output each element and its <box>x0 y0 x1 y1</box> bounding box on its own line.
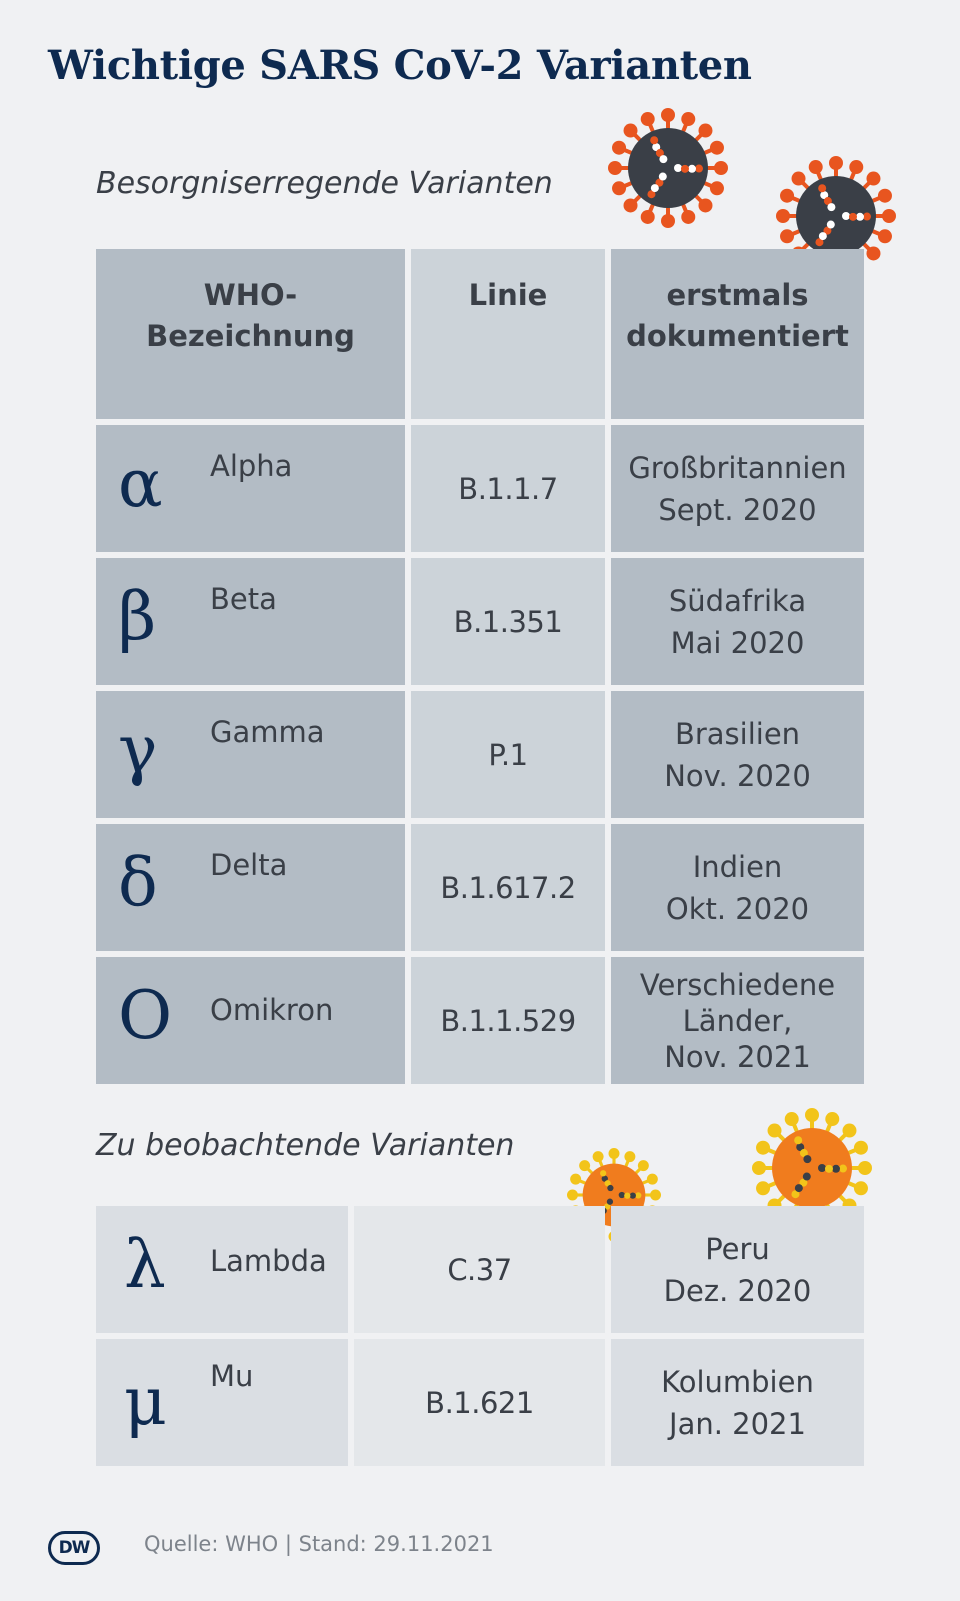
lineage-value: B.1.1.7 <box>458 471 558 506</box>
variant-name: Beta <box>210 582 277 616</box>
header-lineage <box>411 249 605 419</box>
lineage-value: B.1.621 <box>425 1385 534 1420</box>
header-first-documented <box>611 249 864 419</box>
header-who-label: WHO- Bezeichnung <box>146 278 355 353</box>
lineage-cell <box>411 957 605 1084</box>
lineage-cell <box>354 1339 605 1466</box>
variant-name: Gamma <box>210 715 325 749</box>
first-documented-cell <box>611 558 864 685</box>
variant-designation-cell <box>96 957 405 1084</box>
source-footer: Quelle: WHO | Stand: 29.11.2021 <box>144 1532 494 1556</box>
variant-designation-cell <box>96 1339 348 1466</box>
first-date: Nov. 2020 <box>664 758 811 793</box>
greek-letter: γ <box>118 711 158 788</box>
first-documented-cell <box>611 691 864 818</box>
lineage-value: P.1 <box>488 737 528 772</box>
variant-name: Lambda <box>210 1244 327 1278</box>
variant-name: Omikron <box>210 993 334 1027</box>
greek-letter: λ <box>124 1226 166 1303</box>
greek-letter: μ <box>124 1363 167 1440</box>
greek-letter: α <box>118 445 163 522</box>
variant-designation-cell <box>96 1206 348 1333</box>
section-title-interest: Zu beobachtende Varianten <box>96 1128 515 1163</box>
first-documented-cell <box>611 957 864 1084</box>
first-date: Okt. 2020 <box>665 891 810 926</box>
lineage-cell <box>411 425 605 552</box>
first-documented-cell <box>611 824 864 951</box>
lineage-cell <box>411 691 605 818</box>
variant-name: Delta <box>210 848 288 882</box>
first-place: Indien <box>692 849 783 884</box>
lineage-value: C.37 <box>447 1252 512 1287</box>
coronavirus-icon-dark <box>608 108 728 228</box>
variant-name: Mu <box>210 1359 254 1393</box>
greek-letter: δ <box>118 844 158 921</box>
first-date: Nov. 2021 <box>664 1039 811 1074</box>
first-place: Kolumbien <box>661 1364 814 1399</box>
first-date: Jan. 2021 <box>669 1406 806 1441</box>
variant-designation-cell <box>96 425 405 552</box>
greek-letter: O <box>118 977 173 1054</box>
first-documented-cell <box>611 425 864 552</box>
lineage-value: B.1.617.2 <box>440 870 576 905</box>
variant-designation-cell <box>96 558 405 685</box>
lineage-value: B.1.351 <box>453 604 563 639</box>
variant-designation-cell <box>96 691 405 818</box>
page-title: Wichtige SARS CoV-2 Varianten <box>48 42 752 89</box>
lineage-cell <box>354 1206 605 1333</box>
variant-name: Alpha <box>210 449 293 483</box>
lineage-cell <box>411 558 605 685</box>
first-date: Mai 2020 <box>670 625 805 660</box>
section-title-concern: Besorgniserregende Varianten <box>96 166 553 201</box>
first-place: Brasilien <box>674 716 801 751</box>
header-lineage-label: Linie <box>468 278 548 312</box>
first-documented-cell <box>611 1206 864 1333</box>
header-first-label: erstmals dokumentiert <box>626 278 849 353</box>
first-place-line2: Länder, <box>682 1003 793 1038</box>
dw-logo: DW <box>48 1531 100 1565</box>
first-date: Sept. 2020 <box>658 492 817 527</box>
lineage-cell <box>411 824 605 951</box>
variant-designation-cell <box>96 824 405 951</box>
first-documented-cell <box>611 1339 864 1466</box>
header-who-designation <box>96 249 405 419</box>
first-date: Dez. 2020 <box>663 1273 812 1308</box>
first-place: Großbritannien <box>628 450 847 485</box>
first-place: Südafrika <box>668 583 807 618</box>
greek-letter: β <box>118 578 157 655</box>
first-place: Peru <box>705 1231 770 1266</box>
first-place: Verschiedene <box>639 967 836 1002</box>
lineage-value: B.1.1.529 <box>440 1003 576 1038</box>
